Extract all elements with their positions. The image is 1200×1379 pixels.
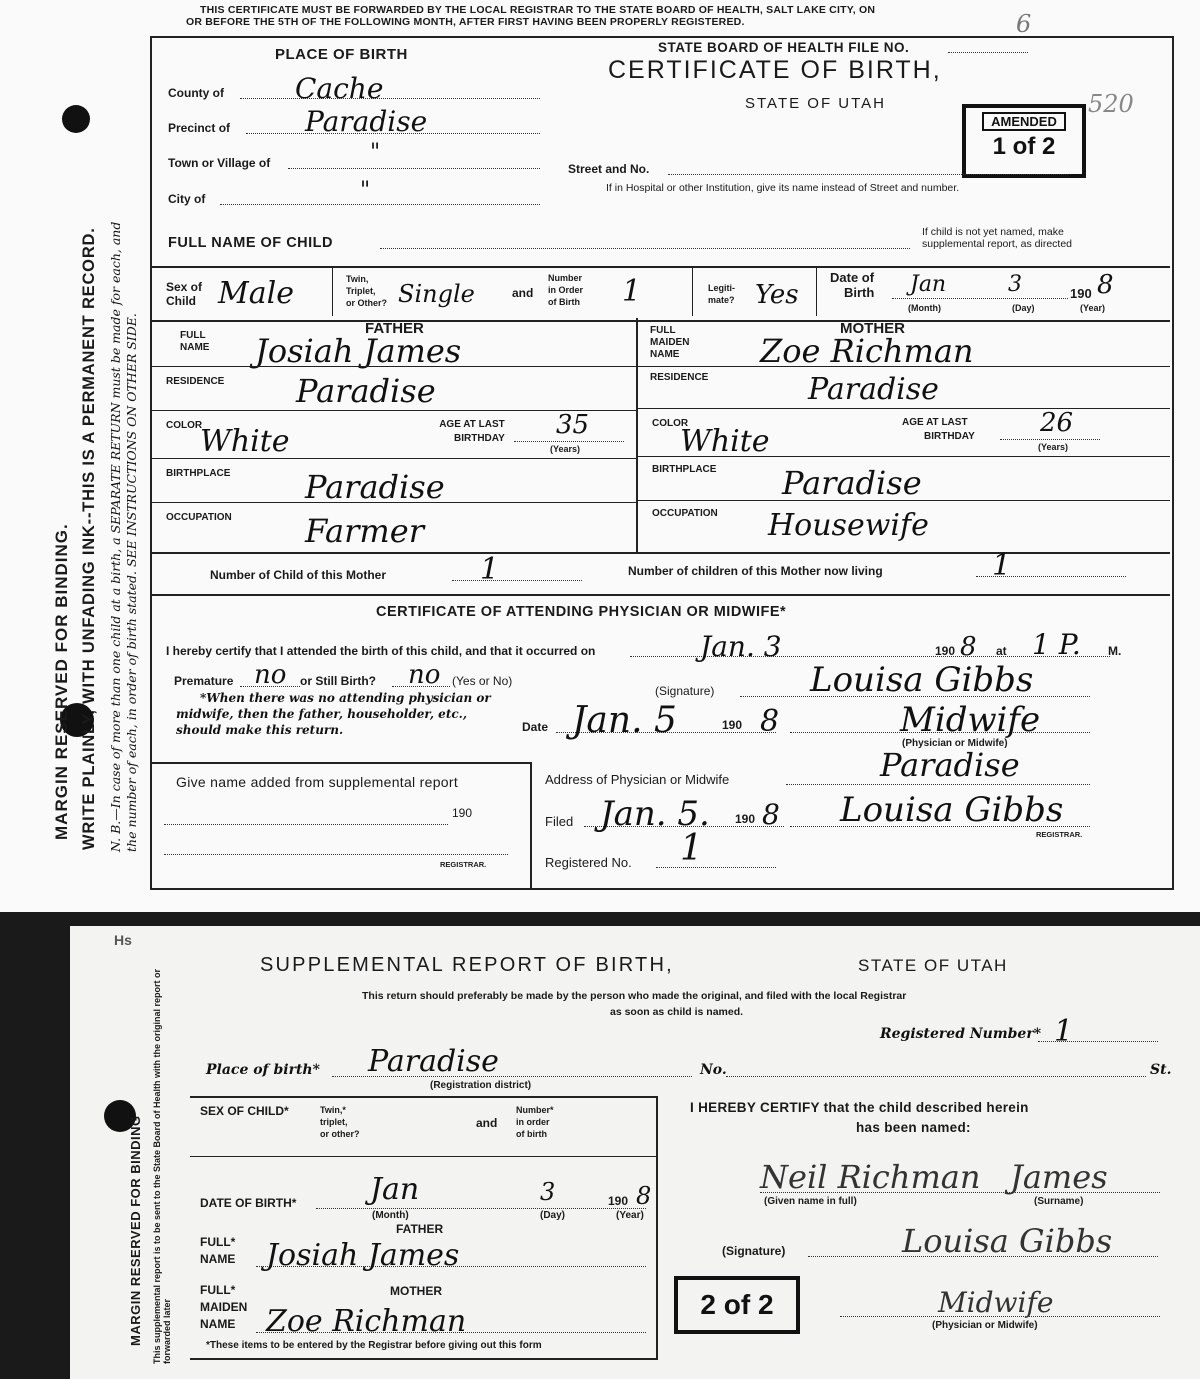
twin-label	[346, 273, 387, 309]
city-line	[220, 204, 540, 205]
supp-signature-label: (Signature)	[722, 1244, 786, 1258]
file-no-label: STATE BOARD OF HEALTH FILE NO.	[658, 40, 910, 55]
dob-day-caption: (Day)	[1012, 303, 1035, 313]
mother-age-value: 26	[1040, 408, 1074, 438]
supp-physician-caption: (Physician or Midwife)	[932, 1320, 1038, 1331]
mother-birthplace-label: BIRTHPLACE	[652, 464, 717, 475]
legit-divider	[692, 268, 693, 316]
supp-and-label: and	[476, 1116, 498, 1130]
supplemental-intro-2: as soon as child is named.	[610, 1006, 744, 1018]
county-label: County of	[168, 86, 224, 100]
supp-mother-heading: MOTHER	[390, 1284, 442, 1298]
occurred-date: Jan. 3	[700, 630, 782, 663]
dob-year-prefix: 190	[1070, 286, 1092, 301]
registered-line	[656, 867, 776, 868]
supp-footnote: *These items to be entered by the Registrar before giving out this form	[206, 1340, 542, 1351]
twin-label-3: or Other?	[346, 298, 388, 308]
supp-order-label-1: Number*	[516, 1105, 554, 1115]
supp-registrar-line	[164, 854, 508, 855]
amended-stamp-part: 1 of 2	[992, 133, 1056, 160]
supplemental-margin-note: This supplemental report is to be sent to the State Board of Health with the original report or forwarded later	[152, 968, 172, 1364]
margin-text-ink: WRITE PLAINLY, WITH UNFADING INK--THIS IS A PERMANENT RECORD.	[80, 227, 98, 850]
mother-birthplace-value: Paradise	[782, 464, 922, 502]
filed-label: Filed	[545, 814, 574, 829]
mother-name-label	[650, 325, 689, 361]
premature-label: Premature	[174, 674, 234, 688]
supp-registrar-label: REGISTRAR.	[440, 860, 487, 869]
amended-stamp-label: AMENDED	[982, 112, 1066, 131]
parents-bottom-rule	[150, 552, 1170, 554]
dob-month-caption: (Month)	[908, 303, 941, 313]
physician-title-value: Midwife	[900, 700, 1041, 740]
supp-twin-label	[320, 1104, 360, 1140]
order-value: 1	[622, 274, 642, 309]
dob-label-2: Birth	[844, 285, 875, 300]
child-of-mother-line	[452, 580, 582, 581]
supp-place-value: Paradise	[368, 1044, 499, 1079]
twin-label-2: Triplet,	[346, 286, 376, 296]
supplemental-margin-text: MARGIN RESERVED FOR BINDING	[128, 1115, 143, 1346]
punch-hole-top	[62, 105, 90, 133]
full-name-line	[380, 248, 910, 249]
supp-no-label: No.	[700, 1062, 727, 1078]
supp-name-line	[164, 824, 448, 825]
father-occupation-label: OCCUPATION	[166, 512, 232, 523]
mother-age-label-2: BIRTHDAY	[924, 431, 975, 442]
margin-note-2: the number of each, in order of birth stated. SEE INSTRUCTIONS ON OTHER SIDE.	[124, 313, 139, 852]
footnote-line-1: *When there was no attending physician or	[200, 691, 491, 705]
county-line	[240, 98, 540, 99]
occurred-year: 190	[935, 644, 956, 658]
father-name-rule	[150, 366, 636, 367]
child-of-mother-label: Number of Child of this Mother	[210, 568, 386, 582]
order-label-3: of Birth	[548, 297, 580, 307]
supp-st-label: St.	[1150, 1062, 1172, 1078]
supp-dob-label: DATE OF BIRTH*	[200, 1196, 297, 1210]
order-label-1: Number	[548, 273, 583, 283]
mother-color-rule	[638, 456, 1170, 457]
supp-father-name: Josiah James	[266, 1238, 460, 1273]
margin-note-1: N. B.—In case of more than one child at a birth, a SEPARATE RETURN must be made for each, and	[108, 221, 123, 852]
town-value: "	[370, 140, 381, 165]
supp-mother-maiden-label: MAIDEN	[200, 1300, 248, 1314]
supplemental-margin	[70, 926, 170, 1379]
physician-footnote	[176, 690, 491, 738]
father-color-label: COLOR	[166, 420, 203, 431]
town-label: Town or Village of	[168, 156, 271, 170]
mother-occupation-value: Housewife	[768, 508, 929, 543]
cert-year-value: 8	[760, 704, 780, 739]
supp-month-caption: (Month)	[372, 1210, 409, 1221]
filed-year: 190	[735, 812, 756, 826]
father-birthplace-rule	[150, 502, 636, 503]
physician-caption: (Physician or Midwife)	[902, 738, 1008, 749]
supp-sex-rule	[190, 1156, 656, 1157]
place-of-birth-heading: PLACE OF BIRTH	[275, 46, 408, 63]
page-number: 6	[1016, 10, 1032, 38]
father-age-line	[514, 441, 624, 442]
father-age-label	[414, 418, 505, 446]
supp-sex-label: SEX OF CHILD*	[200, 1104, 289, 1118]
father-name-label-text: NAME	[180, 342, 210, 353]
at-label: at	[996, 644, 1007, 658]
dob-year-value: 8	[1097, 270, 1114, 300]
supplemental-report	[70, 926, 1200, 1379]
mother-age-caption: (Years)	[1038, 442, 1069, 452]
supp-place-caption: (Registration district)	[430, 1080, 532, 1091]
registered-label: Registered No.	[545, 855, 632, 870]
supp-place-label: Place of birth*	[206, 1062, 320, 1078]
supp-dob-year: 190	[608, 1194, 629, 1208]
supp-certify-1: I HEREBY CERTIFY that the child described herein	[690, 1100, 1029, 1115]
supp-year-caption: (Year)	[616, 1210, 644, 1221]
state-label: STATE OF UTAH	[745, 95, 886, 112]
supp-twin-label-1: Twin,*	[320, 1105, 346, 1115]
legit-label	[708, 282, 735, 306]
physician-heading: CERTIFICATE OF ATTENDING PHYSICIAN OR MIDWIFE*	[376, 604, 787, 620]
address-label: Address of Physician or Midwife	[545, 772, 730, 787]
mother-name-label-text: NAME	[650, 349, 680, 360]
father-residence-value: Paradise	[296, 372, 436, 410]
supplemental-intro-1: This return should preferably be made by the person who made the original, and filed with the local Registrar	[362, 990, 907, 1002]
supp-twin-label-3: or other?	[320, 1129, 360, 1139]
father-color-value: White	[200, 424, 290, 459]
filed-registrar: Louisa Gibbs	[840, 790, 1064, 830]
supp-father-full-label: FULL*	[200, 1235, 236, 1249]
occurred-year-value: 8	[960, 632, 977, 662]
mother-age-line	[1000, 439, 1100, 440]
dob-month: Jan	[910, 272, 947, 297]
footnote-line-2: midwife, then the father, householder, etc.,	[176, 707, 468, 721]
registered-value: 1	[680, 828, 703, 869]
mother-age-label	[902, 416, 975, 444]
father-color-rule	[150, 458, 636, 459]
supp-registered-value: 1	[1054, 1014, 1074, 1049]
supp-mother-full-label: FULL*	[200, 1283, 236, 1297]
dob-label-1: Date of	[830, 270, 875, 285]
sex-divider	[332, 268, 333, 316]
stray-text: Hs	[114, 932, 132, 948]
occurred-time: 1 P.	[1032, 628, 1081, 661]
supp-father-name-label: NAME	[200, 1252, 236, 1266]
dob-line	[892, 298, 1068, 299]
signature-value: Louisa Gibbs	[810, 660, 1034, 700]
children-living-value: 1	[992, 548, 1012, 583]
supp-registered-label: Registered Number*	[880, 1026, 1042, 1042]
mother-residence-rule	[638, 408, 1170, 409]
not-named-note-2: supplemental report, as directed	[922, 238, 1072, 250]
father-age-caption: (Years)	[550, 444, 581, 454]
supplemental-title-main: SUPPLEMENTAL REPORT OF BIRTH,	[260, 954, 674, 976]
father-birthplace-value: Paradise	[305, 468, 445, 506]
dob-label	[830, 270, 874, 300]
certify-text: I hereby certify that I attended the birth of this child, and that it occurred on	[166, 644, 596, 658]
handwritten-number: 520	[1088, 90, 1134, 118]
supp-father-label	[200, 1234, 235, 1268]
supp-mother-name-label: NAME	[200, 1317, 236, 1331]
supp-given-caption: (Given name in full)	[764, 1196, 857, 1207]
city-label: City of	[168, 192, 206, 206]
address-line	[786, 784, 1090, 785]
supp-dob-month: Jan	[370, 1172, 420, 1207]
child-of-mother-value: 1	[480, 552, 500, 587]
dob-day: 3	[1008, 272, 1022, 297]
street-line	[668, 174, 1068, 175]
supp-street-line	[726, 1076, 1146, 1077]
filed-year-value: 8	[762, 798, 780, 831]
father-age-label-1: AGE AT LAST	[439, 419, 505, 430]
parents-divider	[636, 318, 638, 552]
file-no-line	[948, 52, 1028, 53]
signature-label: (Signature)	[655, 684, 715, 698]
mother-age-label-1: AGE AT LAST	[902, 417, 968, 428]
father-residence-label: RESIDENCE	[166, 376, 225, 387]
supp-surname-caption: (Surname)	[1034, 1196, 1084, 1207]
father-age-value: 35	[556, 410, 590, 440]
father-name-value: Josiah James	[255, 332, 462, 370]
mother-name-rule	[638, 366, 1170, 367]
binding-margin	[0, 0, 150, 912]
not-named-note-1: If child is not yet named, make	[922, 226, 1064, 238]
children-living-label: Number of children of this Mother now living	[628, 564, 883, 578]
father-full-label: FULL	[180, 330, 206, 341]
mother-color-label: COLOR	[652, 418, 689, 429]
supp-order-label-3: of birth	[516, 1129, 547, 1139]
address-value: Paradise	[880, 746, 1020, 784]
supp-signature-value: Louisa Gibbs	[902, 1222, 1113, 1260]
top-notice-2: OR BEFORE THE 5TH OF THE FOLLOWING MONTH, AFTER FIRST HAVING BEEN PROPERLY REGISTERED.	[186, 16, 745, 28]
mother-name-value: Zoe Richman	[760, 332, 974, 370]
top-notice-1: THIS CERTIFICATE MUST BE FORWARDED BY THE LOCAL REGISTRAR TO THE STATE BOARD OF HEALTH, SALT LAKE CITY, ON	[200, 4, 876, 16]
sex-label: Sex of Child	[166, 280, 203, 308]
legit-value: Yes	[755, 280, 799, 310]
amended-stamp	[962, 104, 1086, 178]
mother-occupation-label: OCCUPATION	[652, 508, 718, 519]
supp-order-label	[516, 1104, 554, 1140]
mother-full-label: FULL	[650, 325, 676, 336]
precinct-value: Paradise	[305, 105, 428, 138]
dob-divider	[816, 268, 817, 316]
cert-date-label: Date	[522, 720, 549, 734]
supp-father-heading: FATHER	[396, 1222, 444, 1236]
order-label	[548, 272, 583, 308]
mother-residence-value: Paradise	[808, 372, 939, 407]
supp-dob-day: 3	[540, 1178, 556, 1206]
margin-text-binding: MARGIN RESERVED FOR BINDING.	[52, 523, 71, 840]
supp-certify-2: has been named:	[856, 1120, 971, 1135]
supp-dob-year-value: 8	[636, 1182, 652, 1210]
supp-twin-label-2: triplet,	[320, 1117, 348, 1127]
street-label: Street and No.	[568, 162, 650, 176]
twin-label-1: Twin,	[346, 274, 369, 284]
mother-color-value: White	[680, 424, 770, 459]
mother-maiden-label: MAIDEN	[650, 337, 690, 348]
supp-day-caption: (Day)	[540, 1210, 566, 1221]
supp-child-surname: James	[1010, 1158, 1108, 1196]
father-occupation-value: Farmer	[305, 512, 424, 550]
legit-label-1: Legiti-	[708, 283, 735, 293]
supp-dob-line	[316, 1208, 646, 1209]
mother-residence-label: RESIDENCE	[650, 372, 709, 383]
father-heading: FATHER	[365, 320, 424, 337]
twin-and-label: and	[512, 286, 534, 300]
legit-label-2: mate?	[708, 295, 735, 305]
m-label: M.	[1108, 644, 1122, 658]
supp-mother-name: Zoe Richman	[266, 1304, 467, 1339]
supp-name-label: Give name added from supplemental report	[176, 774, 459, 790]
registrar-label: REGISTRAR.	[1036, 830, 1083, 839]
filed-date: Jan. 5.	[600, 794, 710, 834]
supplemental-title-state: STATE OF UTAH	[858, 956, 1008, 975]
yesno-label: (Yes or No)	[452, 674, 513, 688]
mother-birthplace-rule	[638, 500, 1170, 501]
hospital-note: If in Hospital or other Institution, give its name instead of Street and number.	[606, 182, 960, 194]
supp-mother-label	[200, 1282, 247, 1333]
supp-year: 190	[452, 806, 473, 820]
full-name-label: FULL NAME OF CHILD	[168, 235, 333, 251]
stillbirth-value: no	[408, 660, 441, 690]
father-birthplace-label: BIRTHPLACE	[166, 468, 231, 479]
twin-value: Single	[398, 280, 475, 308]
supp-stamp: 2 of 2	[674, 1276, 800, 1334]
cert-year: 190	[722, 718, 743, 732]
sex-value: Male	[218, 276, 294, 311]
city-value: "	[360, 178, 371, 203]
father-age-label-2: BIRTHDAY	[454, 433, 505, 444]
father-name-label	[180, 330, 209, 354]
supp-order-label-2: in order	[516, 1117, 550, 1127]
supp-title-value: Midwife	[938, 1286, 1054, 1319]
dob-year-caption: (Year)	[1080, 303, 1106, 313]
premature-value: no	[254, 660, 287, 690]
precinct-label: Precinct of	[168, 121, 231, 135]
order-label-2: in Order	[548, 285, 584, 295]
county-value: Cache	[295, 72, 384, 105]
physician-top-rule	[150, 594, 1170, 596]
supp-child-given: Neil Richman	[760, 1158, 981, 1196]
cert-date-value: Jan. 5	[572, 700, 677, 741]
footnote-line-3: should make this return.	[176, 723, 344, 737]
stillbirth-label: or Still Birth?	[300, 674, 376, 688]
certificate-title: CERTIFICATE OF BIRTH,	[608, 56, 942, 84]
town-line	[288, 168, 540, 169]
mother-heading: MOTHER	[840, 320, 905, 337]
